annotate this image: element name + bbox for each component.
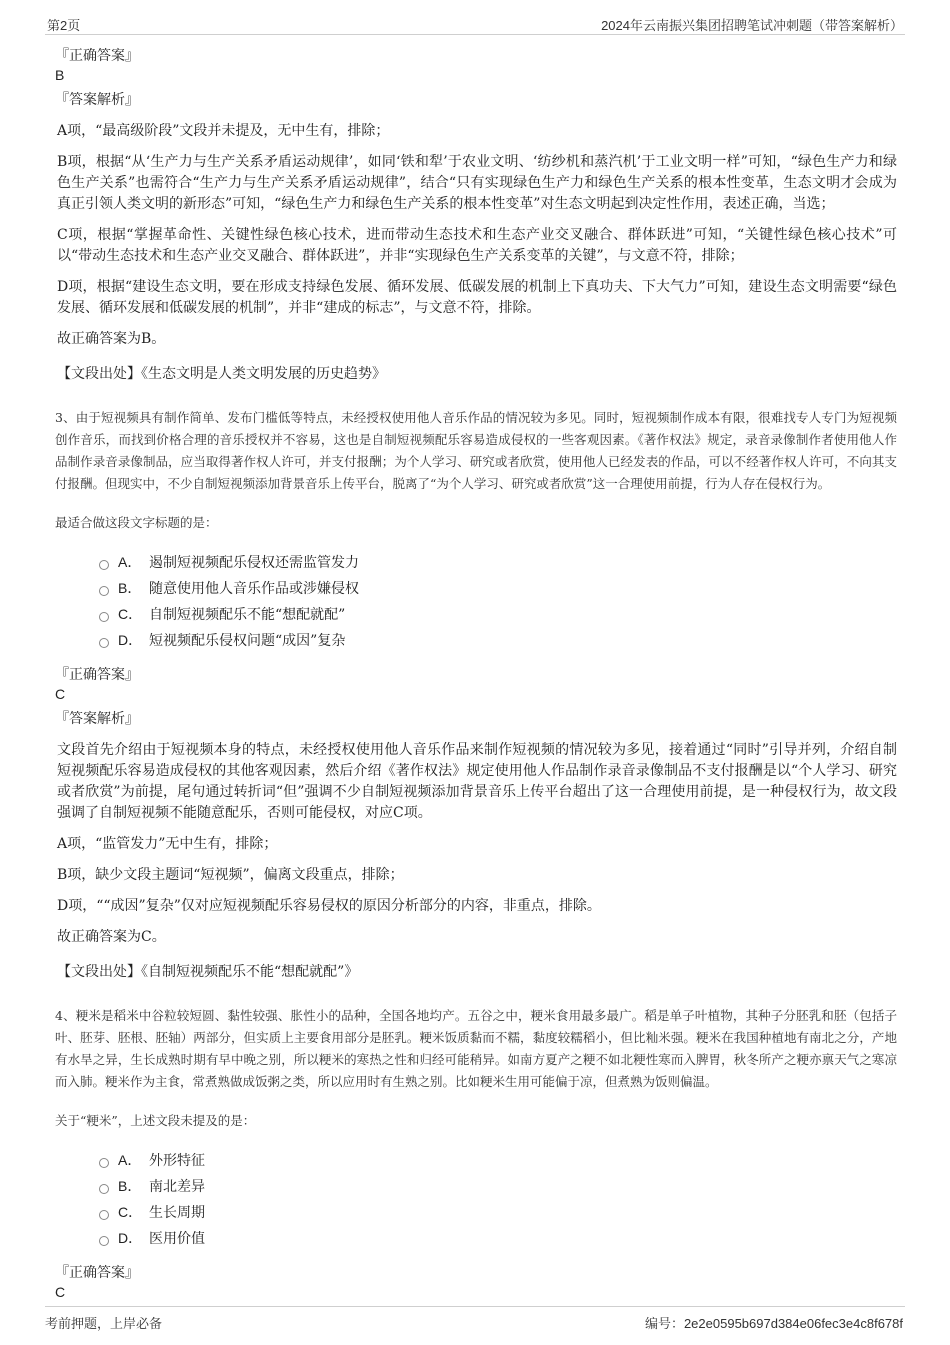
q3-options bbox=[99, 549, 897, 653]
q3-source: 【文段出处】《自制短视频配乐不能“想配就配”》 bbox=[57, 964, 359, 980]
q4-option-a[interactable] bbox=[99, 1147, 897, 1173]
q2-answer: B bbox=[55, 67, 65, 83]
q2-conclusion: 故正确答案为B。 bbox=[57, 331, 166, 347]
footer-slogan: 考前押题，上岸必备 bbox=[45, 1316, 163, 1331]
q3-option-a[interactable] bbox=[99, 549, 897, 575]
q4-prompt: 关于“粳米”，上述文段未提及的是： bbox=[55, 1113, 256, 1128]
radio-icon[interactable] bbox=[99, 612, 109, 622]
q2-analysis-label: 『答案解析』 bbox=[55, 92, 139, 108]
q4-passage: 4、粳米是稻米中谷粒较短圆、黏性较强、胀性小的品种，全国各地均产。五谷之中，粳米食用最多最广。稻是单子叶植物，其种子分胚乳和胚（包括子叶、胚芽、胚根、胚轴）两部分，但实质上主要食用部分是胚乳。粳米饭质黏而不糯，黏度较糯稻小，但比籼米强。粳米在我国种植地有南北之分，产地有水旱之异，生长成熟时期有早中晚之别，所以粳米的寒热之性和归经可能稍异。如南方夏产之粳不如北粳性寒而入脾胃，秋冬所产之粳亦禀天气之寒凉而入肺。粳米作为主食，常煮熟做成饭粥之类，所以应用时有生熟之别。比如粳米生用可能偏于凉，但煮熟为饭则偏温。 bbox=[55, 1008, 897, 1089]
option-text: 随意使用他人音乐作品或涉嫌侵权 bbox=[149, 581, 359, 597]
q4-answer-label: 『正确答案』 bbox=[55, 1265, 139, 1281]
q2-analysis-c: C项，根据“掌握革命性、关键性绿色核心技术，进而带动生态技术和生态产业交叉融合、群体跃进”可知，“关键性绿色核心技术”可以“带动生态技术和生态产业交叉融合、群体跃进”，并非“实现绿色生产关系变革的关键”，与文意不符，排除； bbox=[57, 227, 897, 264]
q2-answer-label: 『正确答案』 bbox=[55, 48, 139, 64]
q4-options bbox=[99, 1147, 897, 1251]
q3-analysis-d: D项，““成因”复杂”仅对应短视频配乐容易侵权的原因分析部分的内容，非重点，排除。 bbox=[57, 898, 601, 914]
q3-analysis-b: B项，缺少文段主题词“短视频”，偏离文段重点，排除； bbox=[57, 867, 404, 883]
option-letter: A． bbox=[118, 1152, 142, 1168]
option-letter: B． bbox=[118, 580, 142, 596]
q3-option-b[interactable] bbox=[99, 575, 897, 601]
q3-analysis-main: 文段首先介绍由于短视频本身的特点，未经授权使用他人音乐作品来制作短视频的情况较为多见，接着通过“同时”引导并列，介绍自制短视频配乐容易造成侵权的其他客观因素，然后介绍《著作权法》规定使用他人作品制作录音录像制品不支付报酬是以“个人学习、研究或者欣赏”为前提，尾句通过转折词“但”强调不少自制短视频添加背景音乐上传平台超出了这一合理使用前提，是一种侵权行为，故文段强调了自制短视频不能随意配乐，否则可能侵权，对应C项。 bbox=[57, 742, 897, 821]
radio-icon[interactable] bbox=[99, 638, 109, 648]
page-content bbox=[55, 46, 897, 1307]
q3-answer-label: 『正确答案』 bbox=[55, 667, 139, 683]
q3-passage: 3、由于短视频具有制作简单、发布门槛低等特点，未经授权使用他人音乐作品的情况较为多见。同时，短视频制作成本有限，很难找专人专门为短视频创作音乐，而找到价格合理的音乐授权并不容易，这也是自制短视频配乐容易造成侵权的一些客观因素。《著作权法》规定，录音录像制作者使用他人作品制作录音录像制品，应当取得著作权人许可，并支付报酬；为个人学习、研究或者欣赏，使用他人已经发表的作品，可以不经著作权人许可，不向其支付报酬。但现实中，不少自制短视频添加背景音乐上传平台，脱离了“为个人学习、研究或者欣赏”这一合理使用前提，行为人存在侵权行为。 bbox=[55, 410, 897, 491]
option-letter: D． bbox=[118, 1230, 143, 1246]
page-number: 第2页 bbox=[47, 18, 81, 33]
q2-analysis-b: B项，根据“从‘生产力与生产关系矛盾运动规律’，如同‘铁和犁’于农业文明、‘纺纱机和蒸汽机’于工业文明一样”可知，“绿色生产力和绿色生产关系”也需符合“生产力与生产关系矛盾运动规律”，结合“只有实现绿色生产力和绿色生产关系的根本性变革，生态文明才会成为真正引领人类文明的新形态”可知，“绿色生产力和绿色生产关系的根本性变革”对生态文明起到决定性作用，表述正确，当选； bbox=[57, 154, 897, 212]
q3-option-c[interactable] bbox=[99, 601, 897, 627]
radio-icon[interactable] bbox=[99, 1184, 109, 1194]
option-text: 医用价值 bbox=[149, 1231, 205, 1247]
page-header bbox=[45, 12, 905, 35]
q3-option-d[interactable] bbox=[99, 627, 897, 653]
radio-icon[interactable] bbox=[99, 1210, 109, 1220]
option-letter: A． bbox=[118, 554, 142, 570]
radio-icon[interactable] bbox=[99, 1236, 109, 1246]
option-text: 自制短视频配乐不能“想配就配” bbox=[149, 607, 346, 623]
q3-answer: C bbox=[55, 686, 66, 702]
option-letter: B． bbox=[118, 1178, 142, 1194]
radio-icon[interactable] bbox=[99, 560, 109, 570]
option-text: 外形特征 bbox=[149, 1153, 205, 1169]
q4-option-c[interactable] bbox=[99, 1199, 897, 1225]
q3-analysis-label: 『答案解析』 bbox=[55, 711, 139, 727]
page-footer bbox=[45, 1306, 905, 1329]
option-letter: C． bbox=[118, 606, 143, 622]
radio-icon[interactable] bbox=[99, 586, 109, 596]
option-text: 生长周期 bbox=[149, 1205, 205, 1221]
document-title: 2024年云南振兴集团招聘笔试冲刺题（带答案解析） bbox=[601, 18, 903, 33]
q4-answer: C bbox=[55, 1284, 66, 1300]
q2-source: 【文段出处】《生态文明是人类文明发展的历史趋势》 bbox=[57, 366, 386, 382]
radio-icon[interactable] bbox=[99, 1158, 109, 1168]
q4-option-b[interactable] bbox=[99, 1173, 897, 1199]
q4-option-d[interactable] bbox=[99, 1225, 897, 1251]
option-text: 遏制短视频配乐侵权还需监管发力 bbox=[149, 555, 359, 571]
q2-analysis-d: D项，根据“建设生态文明，要在形成支持绿色发展、循环发展、低碳发展的机制上下真功夫、下大气力”可知，建设生态文明需要“绿色发展、循环发展和低碳发展的机制”，并非“建成的标志”，与文意不符，排除。 bbox=[57, 279, 897, 316]
q2-analysis-a: A项，“最高级阶段”文段并未提及，无中生有，排除； bbox=[57, 123, 390, 139]
q3-conclusion: 故正确答案为C。 bbox=[57, 929, 166, 945]
q3-analysis-a: A项，“监管发力”无中生有，排除； bbox=[57, 836, 278, 852]
option-letter: D． bbox=[118, 632, 143, 648]
option-letter: C． bbox=[118, 1204, 143, 1220]
option-text: 南北差异 bbox=[149, 1179, 205, 1195]
q3-prompt: 最适合做这段文字标题的是： bbox=[55, 515, 218, 530]
document-code: 编号：2e2e0595b697d384e06fec3e4c8f678f bbox=[644, 1316, 903, 1331]
option-text: 短视频配乐侵权问题“成因”复杂 bbox=[149, 633, 346, 649]
